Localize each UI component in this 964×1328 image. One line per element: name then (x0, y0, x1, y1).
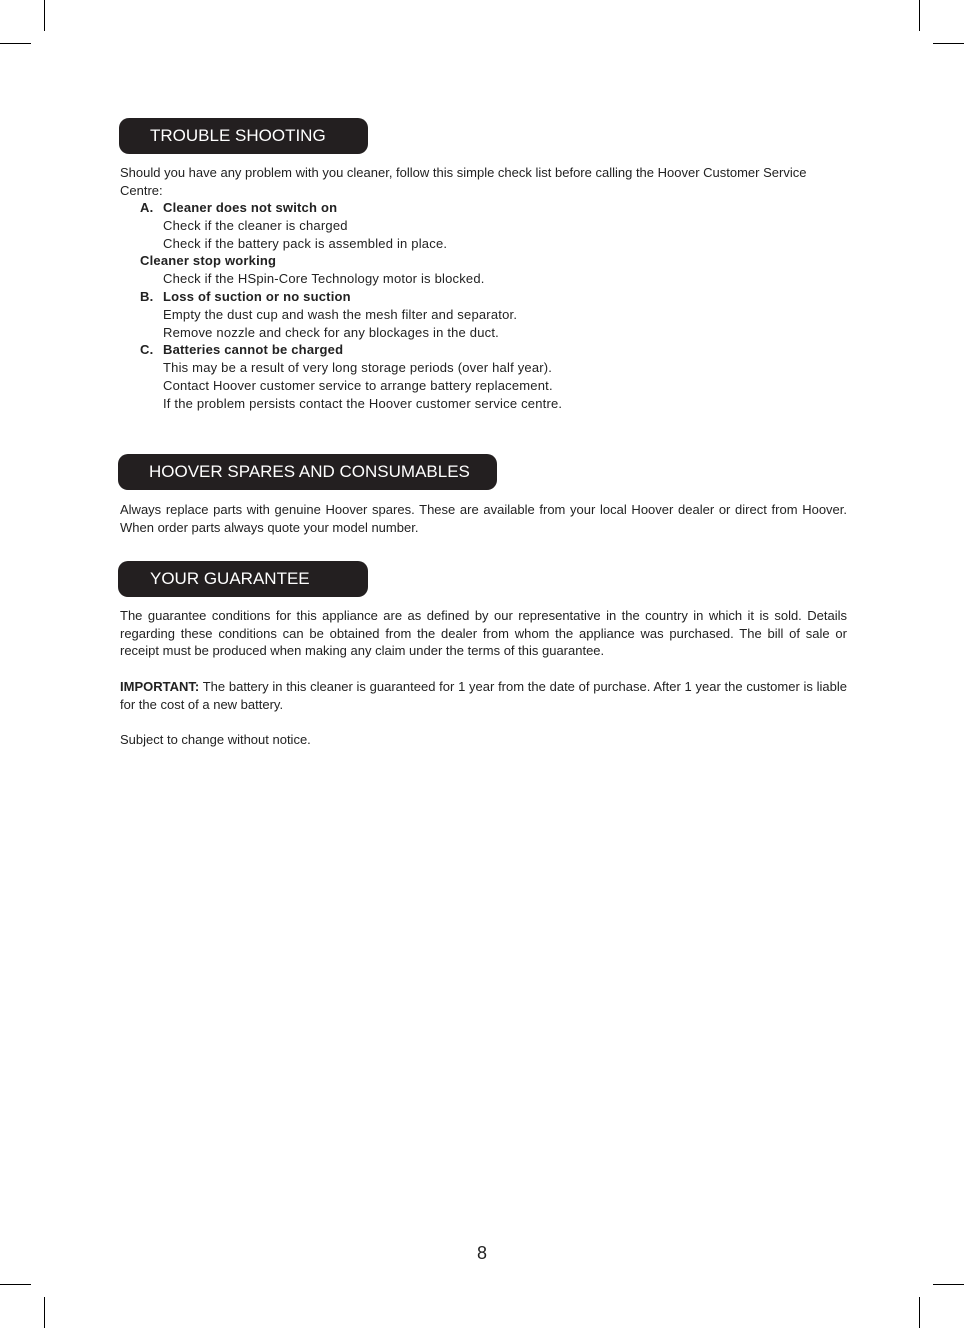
item-c-step-3: If the problem persists contact the Hoover customer service centre. (163, 395, 563, 411)
crop-mark-top-left-vertical (44, 0, 45, 31)
important-text: The battery in this cleaner is guaranteed for 1 year from the date of purchase. After 1 year the customer is liable for the cost of a new battery. (120, 679, 848, 712)
crop-mark-top-right-vertical (919, 0, 920, 31)
item-a-title: A. Cleaner does not switch on (140, 200, 338, 215)
item-stop-title: Cleaner stop working (140, 253, 277, 269)
crop-mark-bottom-right-horizontal (933, 1284, 964, 1285)
item-c-step-2: Contact Hoover customer service to arrange battery replacement. (163, 377, 553, 393)
item-a-step-1: Check if the cleaner is charged (163, 217, 348, 233)
crop-mark-top-left-horizontal (0, 43, 31, 44)
page-number: 8 (476, 1243, 487, 1263)
crop-mark-bottom-right-vertical (919, 1297, 920, 1328)
item-b-step-2: Remove nozzle and check for any blockages in the duct. (163, 324, 499, 340)
change-notice: Subject to change without notice. (120, 732, 311, 747)
item-stop-step-1: Check if the HSpin-Core Technology motor is blocked. (163, 271, 485, 287)
item-c-title: C. Batteries cannot be charged (140, 342, 344, 358)
spares-text: Always replace parts with genuine Hoover spares. These are available from your local Hoover dealer or direct from Hoover. When order parts always quote your model number. (120, 502, 847, 535)
item-b-title: B. Loss of suction or no suction (140, 288, 351, 304)
trouble-shooting-checklist (120, 199, 847, 413)
crop-mark-top-right-horizontal (933, 43, 964, 44)
important-label: IMPORTANT: (120, 679, 200, 694)
item-a-step-2: Check if the battery pack is assembled in place. (163, 235, 448, 251)
spares-heading: HOOVER SPARES AND CONSUMABLES (118, 454, 497, 490)
crop-mark-bottom-left-vertical (44, 1297, 45, 1328)
trouble-shooting-intro: Should you have any problem with you cleaner, follow this simple check list before calling the Hoover Customer Service Centre: (120, 165, 807, 198)
crop-mark-bottom-left-horizontal (0, 1284, 31, 1285)
item-b-step-1: Empty the dust cup and wash the mesh filter and separator. (163, 306, 518, 322)
trouble-shooting-heading: TROUBLE SHOOTING (119, 118, 368, 154)
guarantee-important (120, 678, 847, 713)
guarantee-heading: YOUR GUARANTEE (118, 561, 368, 597)
item-c-step-1: This may be a result of very long storage periods (over half year). (163, 360, 553, 376)
guarantee-text: The guarantee conditions for this appliance are as defined by our representative in the country in which it is sold. Details regarding these conditions can be obtained from the dealer from whom the appliance was purchased. The bill of sale or receipt must be produced when making any claim under the terms of this guarantee. (120, 608, 847, 658)
